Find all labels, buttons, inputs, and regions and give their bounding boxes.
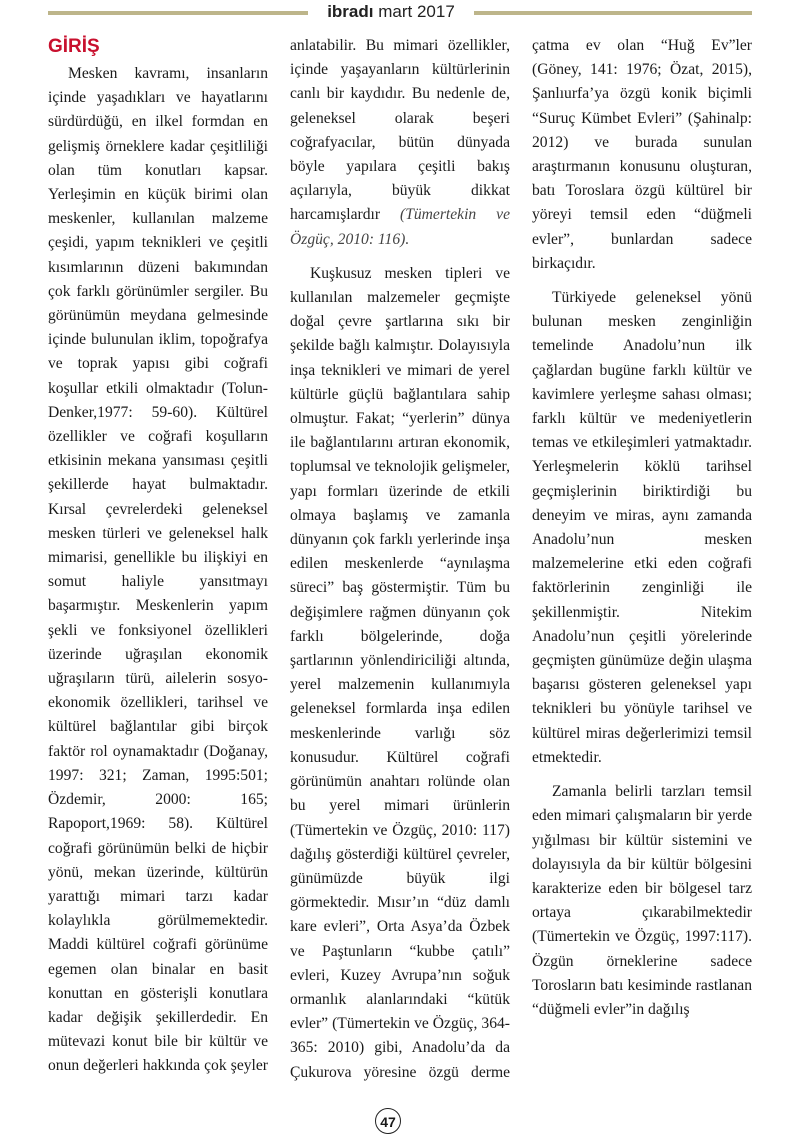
issue-date: mart 2017 [378,2,455,21]
paragraph-3: Türkiyede geleneksel yönü bulunan mesken zenginliğin temelinde Anadolu’nun ilk çağlardan bugüne farklı kültür ve kavimlere yerleşme sahası olması; farklı kültür ve medeniyetlerin temas ve etkileşimleri yatmaktadır. Yerleşmelerin köklü tarihsel geçmişlerinin biriktirdiği bu deneyim ve miras, aynı zamanda Anadolu’nun mesken malzemelerine etki eden coğrafi faktörlerinin zenginliği ile şekillenmiştir. Nitekim Anadolu’nun çeşitli yörelerinde geçmişten günümüze değin ulaşma başarısı gösteren geleneksel yapı teknikleri bu yönüyle tarihsel ve kültürel miras değerlerimizi temsil etmektedir. [532,289,752,766]
italic-citation: (Tümertekin ve Özgüç, 2010: 116). [290,206,510,248]
article-body [48,34,752,1094]
header-rule-right [474,11,752,15]
header-rule-left [48,11,308,15]
paragraph-2: Kuşkusuz mesken tipleri ve kullanılan malzemeler geçmişte doğal çevre şartlarına sıkı bir şekilde bağlı kalmıştır. Dolayısıyla inşa teknikleri ve mimari de yerel kültürle güçlü bağlantılara sahip olmuştur. Fakat; “yerlerin” dünya ile bağlantılarını artıran ekonomik, toplumsal ve teknolojik gelişmeler, yapı formları üzerinde de etkili olmaya başlamış ve zamanla dünyanın çok farklı yerlerinde inşa edilen meskenlerde “aynılaşma süreci” baş göstermiştir. Tüm bu değişimlere rağmen dünyanın çok farklı bölgelerinde, doğa şartlarının yönlendiriciliği altında, yerel malzemenin kullanımıyla geleneksel formlarda inşa edilen meskenlerinde varlığı söz konusudur. Kültürel coğrafi görünümün anahtarı rolünde olan bu yerel mimari ürünlerin (Tümertekin ve Özgüç, 2010: 117) dağılış gösterdiği kültürel çevreler, günümüzde büyük ilgi görmektedir. Mısır’ın “düz damlı kare evleri”, Orta Asya’da Özbek ve Paştunların “kubbe çatılı” evleri, Kuzey Avrupa’nın soğuk ormanlık alanlarındaki “kütük evler” (Tümertekin ve Özgüç, 364-365: 2010) gibi, Anadolu’da da Çukurova yöresine özgü derme çatma ev olan “Huğ Ev”ler (Göney, 141: 1976; Özat, 2015), Şanlıurfa’ya özgü konik biçimli “Suruç Kümbet Evleri” (Şahinalp: 2012) ve burada sunulan araştırmanın konusunu oluşturan, batı Toroslara özgü kültürel bir yöreyi temsil eden “düğmeli evler”, bunlardan sadece birkaçıdır. [290,37,752,1081]
paragraph-1-text: Mesken kavramı, insanların içinde yaşadıkları ve hayatlarını sürdürdüğü, en ilkel formdan en gelişmiş örneklere kadar çeşitliliği olan tüm konutları kapsar. Yerleşimin en küçük birimi olan meskenler, kullanılan malzeme çeşidi, yapım teknikleri ve çeşitli kısımlarının düzeni bakımından çok farklı görünümler sergiler. Bu görünümün meydana gelmesinde içinde bulunulan iklim, topoğrafya ve toprak yapısı gibi coğrafi koşullar etkili olmaktadır (Tolun-Denker,1977: 59-60). Kültürel özellikler ve coğrafi koşulların etkisinin mekana yansıması çeşitli şekillerde hayat bulmaktadır. Kırsal çevrelerdeki geleneksel mesken türleri ve geleneksel halk mimarisi, genellikle bu ilişkiyi en somut haliyle yansıtmayı başarmıştır. Meskenlerin yapım şekli ve fonksiyonel özellikleri üzerinde uğraşılan ekonomik uğraşıların türü, ailelerin sosyo-ekonomik özellikleri, tarihsel ve kültürel bağlantılar gibi birçok faktör rol oynamaktadır (Doğanay, 1997: 321; Zaman, 1995:501; Özdemir, 2000: 165; Rapoport,1969: 58). Kültürel coğrafi görünümün belki de hiçbir yönü, mekan üzerinde, kültürün yarattığı mimari tarzı kadar kolaylıkla görülmemektedir. Maddi kültürel coğrafi görünüme egemen olan binalar en basit konuttan en gösterişli konutlara kadar değişik şekillerdedir. En mütevazi konut bile bir kültür ve onun değerleri hakkında çok şeyler anlatabilir. Bu mimari özellikler, içinde yaşayanların kültürlerinin canlı bir kaydıdır. Bu nedenle de, geleneksel olarak beşeri coğrafyacılar, bütün dünyada böyle yapılara çeşitli bakış açılarıyla, büyük dikkat harcamışlardır [48,37,510,1075]
magazine-brand: ibradı [327,2,374,21]
running-header [316,2,466,22]
section-title: GİRİŞ [48,36,100,57]
paragraph-4: Zamanla belirli tarzları temsil eden mimari çalışmaların bir yerde yığılması bir kültür sistemini ve dolayısıyla da bir kültür bölgesini karakterize eden bir bölgesel tarz ortaya çıkarabilmektedir (Tümertekin ve Özgüç, 1997:117). Özgün örneklerine sadece Torosların batı kesiminde rastlanan “düğmeli evler”in dağılış [532,783,752,1018]
page-number: 47 [375,1108,401,1134]
